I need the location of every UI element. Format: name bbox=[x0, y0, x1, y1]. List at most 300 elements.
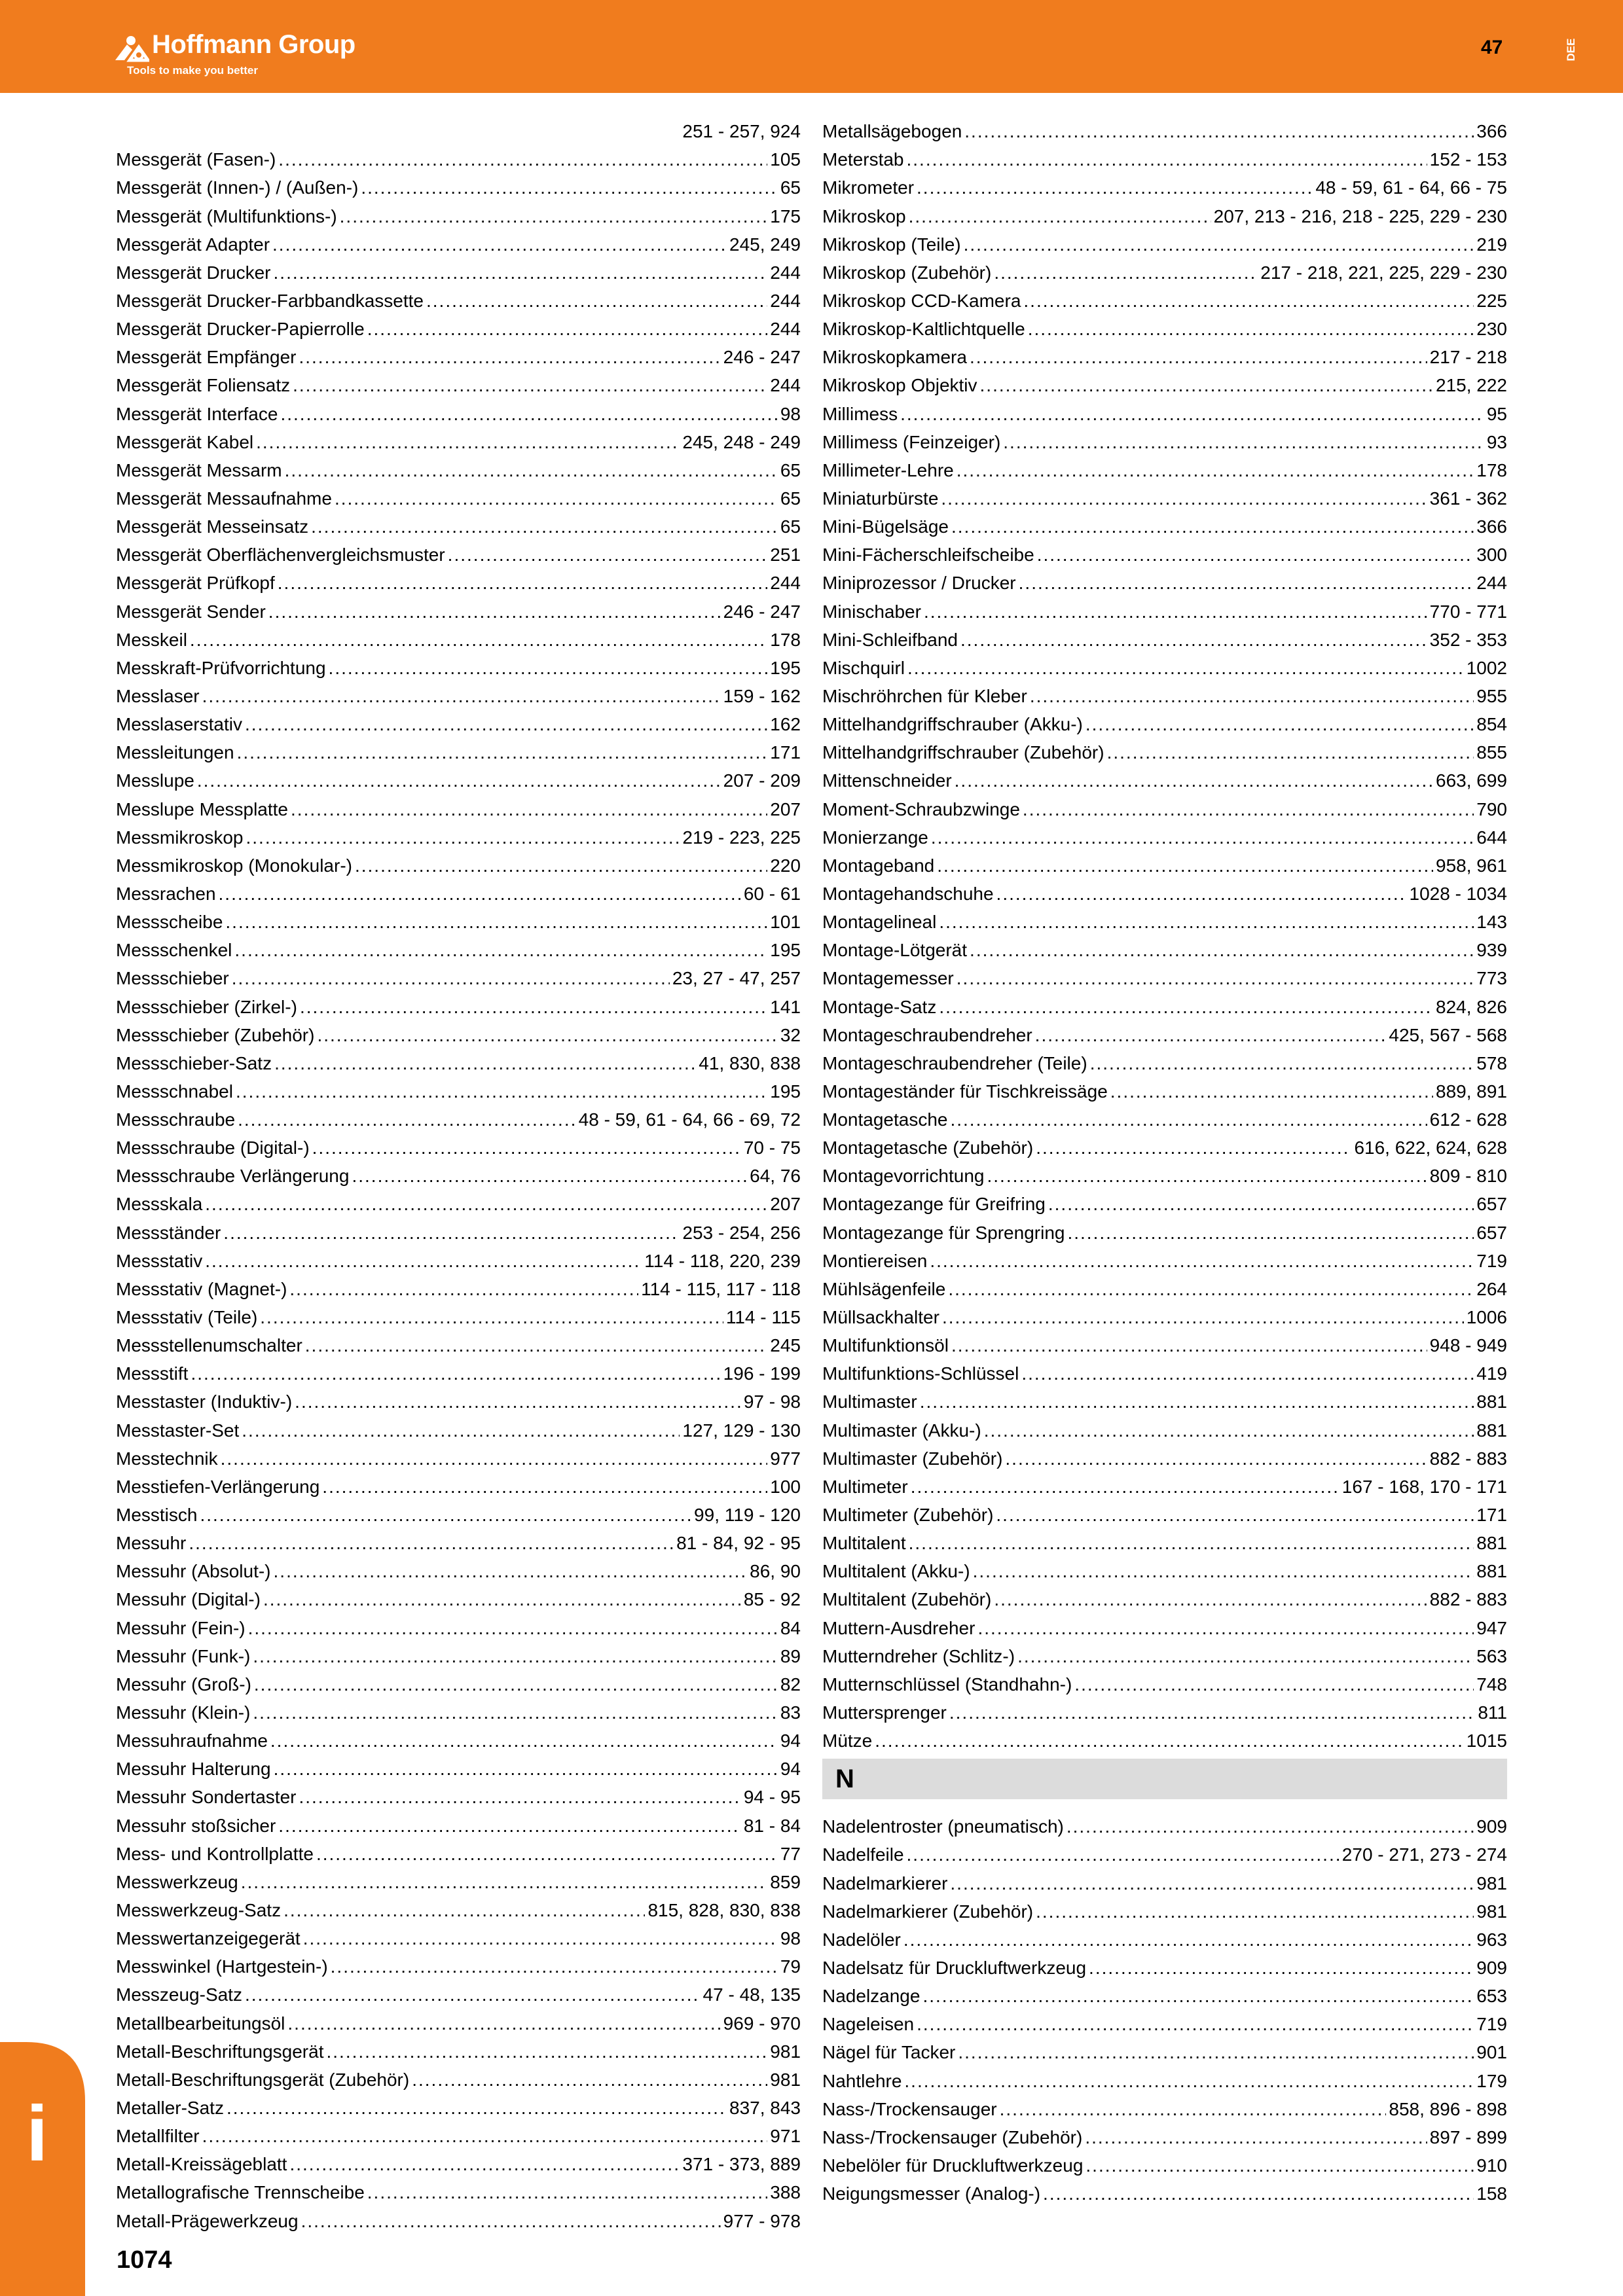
leader-dots bbox=[951, 1335, 1427, 1357]
index-pages: 196 - 199 bbox=[723, 1363, 801, 1384]
index-term: Mikroskop CCD-Kamera bbox=[822, 290, 1021, 311]
index-entry bbox=[116, 679, 801, 708]
index-term: Metall-Kreissägeblatt bbox=[116, 2154, 287, 2175]
leader-dots bbox=[1085, 713, 1474, 736]
index-entry bbox=[822, 2036, 1507, 2064]
index-pages: 859 bbox=[770, 1871, 801, 1892]
index-term: Messlaser bbox=[116, 685, 200, 706]
page-number: 1074 bbox=[117, 2246, 172, 2274]
index-entry bbox=[822, 594, 1507, 622]
leader-dots bbox=[272, 234, 727, 256]
index-pages: 790 bbox=[1476, 798, 1507, 819]
index-term: Messschieber (Zubehör) bbox=[116, 1024, 315, 1045]
index-entry bbox=[822, 1300, 1507, 1329]
index-entry bbox=[116, 2204, 801, 2232]
leader-dots bbox=[948, 1278, 1474, 1300]
index-pages: 158 bbox=[1476, 2183, 1507, 2204]
index-term: Messlupe bbox=[116, 770, 194, 791]
index-term: Messuhr (Digital-) bbox=[116, 1589, 261, 1610]
index-term: Montage-Satz bbox=[822, 996, 937, 1017]
index-pages: 910 bbox=[1476, 2155, 1507, 2176]
leader-dots bbox=[950, 1109, 1427, 1131]
leader-dots bbox=[909, 1532, 1474, 1554]
leader-dots bbox=[922, 1985, 1474, 2007]
leader-dots bbox=[191, 1363, 720, 1385]
index-pages: 770 - 771 bbox=[1429, 601, 1507, 622]
index-term: Nägel für Tacker bbox=[822, 2042, 956, 2063]
index-list-left bbox=[116, 143, 801, 2232]
index-entry bbox=[116, 961, 801, 990]
index-term: Miniaturbürste bbox=[822, 488, 939, 509]
index-term: Nadelöler bbox=[822, 1929, 901, 1950]
index-pages: 425, 567 - 568 bbox=[1389, 1024, 1507, 1045]
index-term: Messgerät (Multifunktions-) bbox=[116, 206, 337, 226]
leader-dots bbox=[305, 1335, 768, 1357]
index-term: Montageständer für Tischkreissäge bbox=[822, 1081, 1108, 1102]
leader-dots bbox=[331, 1956, 778, 1978]
leader-dots bbox=[939, 911, 1474, 933]
leader-dots bbox=[202, 685, 721, 708]
index-pages: 244 bbox=[1476, 573, 1507, 594]
index-term: Multifunktionsöl bbox=[822, 1335, 949, 1356]
index-pages: 270 - 271, 273 - 274 bbox=[1341, 1844, 1507, 1865]
index-pages: 881 bbox=[1476, 1561, 1507, 1582]
index-entry bbox=[116, 708, 801, 736]
index-term: Messuhr Halterung bbox=[116, 1759, 271, 1780]
leader-dots bbox=[253, 1645, 777, 1668]
leader-dots bbox=[355, 855, 767, 877]
leader-dots bbox=[1107, 742, 1474, 764]
index-term: Millimeter-Lehre bbox=[822, 459, 954, 480]
index-entry bbox=[822, 228, 1507, 256]
index-pages: 245 bbox=[770, 1335, 801, 1356]
index-entry bbox=[116, 1018, 801, 1047]
index-term: Multimaster (Zubehör) bbox=[822, 1448, 1003, 1469]
index-pages: 65 bbox=[780, 516, 801, 537]
index-term: Messstellenumschalter bbox=[116, 1335, 302, 1356]
leader-dots bbox=[268, 601, 721, 623]
index-entry bbox=[822, 1526, 1507, 1554]
index-entry bbox=[116, 397, 801, 425]
index-pages: 220 bbox=[770, 855, 801, 876]
leader-dots bbox=[1043, 2183, 1474, 2205]
index-entry bbox=[116, 1583, 801, 1611]
index-entry bbox=[822, 1611, 1507, 1639]
index-pages: 83 bbox=[780, 1702, 801, 1723]
index-pages: 114 - 115, 117 - 118 bbox=[641, 1278, 801, 1299]
index-column-left bbox=[116, 115, 801, 2233]
index-entry bbox=[822, 171, 1507, 199]
leader-dots bbox=[287, 2013, 720, 2035]
index-pages: 253 - 254, 256 bbox=[682, 1222, 801, 1243]
index-pages: 195 bbox=[770, 940, 801, 961]
index-term: Montagezange für Sprengring bbox=[822, 1222, 1065, 1243]
index-entry bbox=[822, 821, 1507, 849]
index-pages: 245, 248 - 249 bbox=[682, 431, 801, 452]
index-term: Messschieber (Zirkel-) bbox=[116, 996, 297, 1017]
index-pages: 563 bbox=[1476, 1645, 1507, 1666]
leader-dots bbox=[984, 1420, 1474, 1442]
index-pages: 981 bbox=[1476, 1901, 1507, 1922]
index-term: Messtaster-Set bbox=[116, 1420, 240, 1441]
index-pages: 244 bbox=[770, 319, 801, 340]
index-entry bbox=[116, 1950, 801, 1978]
index-entry bbox=[116, 482, 801, 510]
index-pages: 94 - 95 bbox=[743, 1787, 801, 1808]
index-term: Multitalent (Zubehör) bbox=[822, 1589, 992, 1610]
index-term: Messstativ bbox=[116, 1250, 203, 1271]
index-entry bbox=[822, 1895, 1507, 1923]
leader-dots bbox=[335, 488, 778, 510]
leader-dots bbox=[939, 996, 1433, 1018]
index-entry bbox=[116, 821, 801, 849]
index-term: Mittenschneider bbox=[822, 770, 952, 791]
leader-dots bbox=[1023, 798, 1474, 821]
leader-dots bbox=[937, 855, 1433, 877]
leader-dots bbox=[1089, 1957, 1474, 1979]
index-pages: 207, 213 - 216, 218 - 225, 229 - 230 bbox=[1213, 206, 1507, 226]
index-entry bbox=[116, 1724, 801, 1752]
index-entry bbox=[116, 1159, 801, 1187]
index-term: Messschraube bbox=[116, 1109, 236, 1130]
leader-dots bbox=[367, 2181, 768, 2204]
leader-dots bbox=[1090, 1052, 1474, 1075]
index-entry bbox=[116, 1554, 801, 1583]
index-entry bbox=[116, 792, 801, 820]
index-term: Metallfilter bbox=[116, 2126, 200, 2147]
index-term: Montagehandschuhe bbox=[822, 883, 994, 904]
leader-dots bbox=[202, 2125, 768, 2147]
index-term: Messgerät Drucker bbox=[116, 262, 271, 283]
index-pages: 207 bbox=[770, 798, 801, 819]
index-pages: 969 - 970 bbox=[723, 2013, 801, 2034]
index-term: Messgerät (Innen-) / (Außen-) bbox=[116, 177, 359, 198]
index-entry bbox=[116, 905, 801, 933]
index-pages: 981 bbox=[770, 2069, 801, 2090]
index-entry bbox=[822, 1810, 1507, 1838]
index-term: Metallsägebogen bbox=[822, 121, 962, 142]
leader-dots bbox=[1017, 1645, 1474, 1668]
index-term: Mühlsägenfeile bbox=[822, 1278, 946, 1299]
leader-dots bbox=[958, 2041, 1474, 2064]
index-entry bbox=[822, 1442, 1507, 1470]
index-entry bbox=[822, 1385, 1507, 1413]
leader-dots bbox=[200, 1504, 691, 1526]
leader-dots bbox=[295, 1391, 741, 1413]
index-term: Nebelöler für Druckluftwerkzeug bbox=[822, 2155, 1084, 2176]
index-entry bbox=[822, 1470, 1507, 1498]
index-term: Montagetasche bbox=[822, 1109, 948, 1130]
index-entry bbox=[822, 425, 1507, 454]
index-pages: 93 bbox=[1486, 431, 1507, 452]
leader-dots bbox=[221, 1448, 768, 1470]
index-term: Messmikroskop (Monokular-) bbox=[116, 855, 352, 876]
leader-dots bbox=[973, 1560, 1474, 1583]
leader-dots bbox=[1021, 1363, 1474, 1385]
index-pages: 1015 bbox=[1466, 1731, 1507, 1751]
index-term: Nadelzange bbox=[822, 1986, 921, 2007]
index-term: Mütze bbox=[822, 1731, 873, 1751]
index-entry bbox=[822, 284, 1507, 312]
leader-dots bbox=[920, 1391, 1474, 1413]
index-term: Metallografische Trennscheibe bbox=[116, 2182, 365, 2203]
index-pages: 159 - 162 bbox=[723, 685, 801, 706]
index-entry bbox=[116, 1413, 801, 1441]
index-entry bbox=[116, 171, 801, 199]
index-term: Multifunktions-Schlüssel bbox=[822, 1363, 1019, 1384]
index-term: Messgerät Oberflächenvergleichsmuster bbox=[116, 545, 445, 565]
index-entry bbox=[116, 538, 801, 566]
index-term: Mischquirl bbox=[822, 657, 905, 678]
leader-dots bbox=[238, 1109, 576, 1131]
index-pages: 65 bbox=[780, 177, 801, 198]
index-pages: 162 bbox=[770, 714, 801, 735]
index-term: Messscheibe bbox=[116, 912, 223, 933]
index-term: Montageband bbox=[822, 855, 935, 876]
index-entry bbox=[822, 1668, 1507, 1696]
index-term: Montageschraubendreher bbox=[822, 1024, 1032, 1045]
index-entry bbox=[116, 228, 801, 256]
index-term: Metall-Beschriftungsgerät (Zubehör) bbox=[116, 2069, 410, 2090]
index-term: Nadelmarkierer bbox=[822, 1873, 948, 1893]
leader-dots bbox=[278, 572, 768, 594]
index-pages: 657 bbox=[1476, 1222, 1507, 1243]
leader-dots bbox=[930, 1250, 1474, 1272]
leader-dots bbox=[964, 120, 1474, 143]
leader-dots bbox=[283, 1899, 645, 1922]
index-entry bbox=[822, 1838, 1507, 1866]
index-entry bbox=[116, 1272, 801, 1300]
index-pages: 251 bbox=[770, 545, 801, 565]
leader-dots bbox=[256, 431, 680, 454]
leader-dots bbox=[1030, 685, 1474, 708]
index-entry bbox=[822, 623, 1507, 651]
index-entry bbox=[822, 1583, 1507, 1611]
index-entry bbox=[822, 1923, 1507, 1951]
leader-dots bbox=[227, 2097, 727, 2119]
index-entry bbox=[116, 1131, 801, 1159]
leader-dots bbox=[941, 488, 1427, 510]
index-term: Messgerät Sender bbox=[116, 601, 266, 622]
index-term: Montagevorrichtung bbox=[822, 1166, 985, 1187]
index-term: Mikroskop (Zubehör) bbox=[822, 262, 992, 283]
leader-dots bbox=[219, 883, 741, 905]
index-pages: 963 bbox=[1476, 1929, 1507, 1950]
leader-dots bbox=[237, 742, 768, 764]
leader-dots bbox=[242, 1420, 680, 1442]
index-term: Messtaster (Induktiv-) bbox=[116, 1391, 293, 1412]
index-pages: 947 bbox=[1476, 1617, 1507, 1638]
leader-dots bbox=[996, 1504, 1474, 1526]
index-term: Mikroskop (Teile) bbox=[822, 234, 961, 255]
index-entry bbox=[822, 199, 1507, 227]
index-entry bbox=[116, 594, 801, 622]
index-term: Multimeter bbox=[822, 1476, 908, 1497]
index-term: Nadelsatz für Druckluftwerkzeug bbox=[822, 1958, 1087, 1978]
index-term: Mikrometer bbox=[822, 177, 915, 198]
index-term: Müllsackhalter bbox=[822, 1307, 939, 1328]
index-pages: 719 bbox=[1476, 2014, 1507, 2035]
leader-dots bbox=[1037, 544, 1474, 566]
leader-dots bbox=[1036, 1901, 1474, 1923]
index-entry bbox=[822, 454, 1507, 482]
index-entry bbox=[116, 2176, 801, 2204]
leader-dots bbox=[942, 1306, 1464, 1329]
leader-dots bbox=[190, 629, 767, 651]
leader-dots bbox=[1110, 1081, 1433, 1103]
index-pages: 79 bbox=[780, 1956, 801, 1977]
index-pages: 809 - 810 bbox=[1429, 1166, 1507, 1187]
leader-dots bbox=[254, 1674, 778, 1696]
index-entry bbox=[116, 1808, 801, 1837]
index-pages: 207 - 209 bbox=[723, 770, 801, 791]
index-pages: 99, 119 - 120 bbox=[694, 1505, 801, 1526]
leader-dots bbox=[278, 149, 767, 171]
leader-dots bbox=[303, 1928, 778, 1950]
brand-name: Hoffmann Group bbox=[152, 30, 356, 59]
index-term: Messgerät Drucker-Papierrolle bbox=[116, 319, 365, 340]
leader-dots bbox=[960, 629, 1427, 651]
index-entry bbox=[116, 1300, 801, 1329]
index-entry bbox=[822, 1554, 1507, 1583]
index-term: Messwerkzeug-Satz bbox=[116, 1900, 282, 1920]
leader-dots bbox=[274, 262, 768, 284]
index-entry bbox=[116, 1357, 801, 1385]
index-entry bbox=[116, 764, 801, 792]
index-term: Messuhr (Funk-) bbox=[116, 1645, 251, 1666]
page-number-top: 47 bbox=[1481, 37, 1503, 58]
index-pages: 152 - 153 bbox=[1429, 149, 1507, 170]
index-pages: 127, 129 - 130 bbox=[682, 1420, 801, 1441]
index-pages: 352 - 353 bbox=[1429, 629, 1507, 650]
index-entry bbox=[822, 736, 1507, 764]
leader-dots bbox=[994, 1588, 1427, 1611]
index-pages: 897 - 899 bbox=[1429, 2126, 1507, 2147]
leader-dots bbox=[340, 206, 768, 228]
index-term: Montagelineal bbox=[822, 912, 937, 933]
index-term: Messwinkel (Hartgestein-) bbox=[116, 1956, 328, 1977]
index-pages: 244 bbox=[770, 573, 801, 594]
index-term: Metaller-Satz bbox=[116, 2097, 224, 2118]
hoffmann-logo[interactable] bbox=[113, 29, 388, 81]
index-term: Minischaber bbox=[822, 601, 921, 622]
index-pages: 246 - 247 bbox=[723, 601, 801, 622]
index-list-right bbox=[822, 115, 1507, 1752]
index-pages: 837, 843 bbox=[729, 2097, 801, 2118]
index-term: Metall-Beschriftungsgerät bbox=[116, 2041, 324, 2062]
index-pages: 981 bbox=[770, 2041, 801, 2062]
index-entry bbox=[822, 679, 1507, 708]
index-pages: 719 bbox=[1476, 1250, 1507, 1271]
leader-dots bbox=[970, 939, 1474, 961]
index-pages: 958, 961 bbox=[1436, 855, 1507, 876]
leader-dots bbox=[300, 996, 767, 1018]
leader-dots bbox=[312, 1137, 741, 1159]
index-pages: 105 bbox=[770, 149, 801, 170]
index-pages: 419 bbox=[1476, 1363, 1507, 1384]
leader-dots bbox=[875, 1730, 1463, 1752]
index-entry bbox=[116, 623, 801, 651]
leader-dots bbox=[367, 318, 768, 340]
index-column-right bbox=[822, 115, 1507, 2205]
index-pages: 195 bbox=[770, 1081, 801, 1102]
index-entry bbox=[822, 2064, 1507, 2092]
index-pages: 217 - 218, 221, 225, 229 - 230 bbox=[1260, 262, 1507, 283]
index-pages: 97 - 98 bbox=[743, 1391, 801, 1412]
index-pages: 65 bbox=[780, 488, 801, 509]
index-term: Mutternschlüssel (Standhahn-) bbox=[822, 1674, 1072, 1695]
leader-dots bbox=[907, 1844, 1340, 1866]
index-term: Messleitungen bbox=[116, 742, 234, 763]
index-entry bbox=[822, 1187, 1507, 1215]
index-pages: 300 bbox=[1476, 545, 1507, 565]
index-pages: 98 bbox=[780, 403, 801, 424]
index-list-n bbox=[822, 1810, 1507, 2205]
index-pages: 175 bbox=[770, 206, 801, 226]
index-entry bbox=[822, 368, 1507, 397]
index-entry bbox=[116, 340, 801, 368]
leader-dots bbox=[1035, 1024, 1387, 1047]
index-term: Nadelmarkierer (Zubehör) bbox=[822, 1901, 1034, 1922]
index-entry bbox=[116, 1244, 801, 1272]
index-pages: 167 - 168, 170 - 171 bbox=[1341, 1476, 1507, 1497]
index-entry bbox=[116, 368, 801, 397]
index-pages: 82 bbox=[780, 1674, 801, 1695]
index-term: Nageleisen bbox=[822, 2014, 915, 2035]
leader-dots bbox=[970, 346, 1427, 368]
leader-dots bbox=[917, 177, 1313, 199]
index-pages: 909 bbox=[1476, 1816, 1507, 1837]
leader-dots bbox=[270, 1730, 778, 1752]
leader-dots bbox=[996, 883, 1407, 905]
index-term: Montagemesser bbox=[822, 968, 954, 989]
index-entry bbox=[116, 849, 801, 877]
index-term: Messtiefen-Verlängerung bbox=[116, 1476, 320, 1497]
index-term: Messkeil bbox=[116, 629, 187, 650]
index-pages: 171 bbox=[1476, 1505, 1507, 1526]
index-pages: 41, 830, 838 bbox=[699, 1052, 801, 1073]
leader-dots bbox=[280, 403, 777, 425]
index-pages: 245, 249 bbox=[729, 234, 801, 255]
leader-dots bbox=[994, 262, 1258, 284]
index-entry bbox=[116, 1329, 801, 1357]
index-term: Messskala bbox=[116, 1194, 203, 1215]
index-entry bbox=[822, 1724, 1507, 1752]
index-entry bbox=[116, 990, 801, 1018]
index-pages: 219 - 223, 225 bbox=[682, 827, 801, 848]
index-entry bbox=[822, 2149, 1507, 2177]
index-pages: 858, 896 - 898 bbox=[1389, 2098, 1507, 2119]
index-entry bbox=[822, 1159, 1507, 1187]
index-term: Messständer bbox=[116, 1222, 221, 1243]
index-entry bbox=[822, 1215, 1507, 1244]
leader-dots bbox=[1003, 431, 1484, 454]
leader-dots bbox=[232, 967, 670, 990]
leader-dots bbox=[957, 459, 1474, 482]
header-bar bbox=[0, 0, 1623, 93]
index-entry bbox=[116, 2147, 801, 2176]
index-pages: 179 bbox=[1476, 2070, 1507, 2091]
leader-dots bbox=[448, 544, 768, 566]
index-pages: 855 bbox=[1476, 742, 1507, 763]
index-pages: 65 bbox=[780, 459, 801, 480]
index-term: Messschraube Verlängerung bbox=[116, 1166, 350, 1187]
leader-dots bbox=[225, 911, 767, 933]
index-entry bbox=[822, 1640, 1507, 1668]
index-entry bbox=[822, 764, 1507, 792]
index-term: Monierzange bbox=[822, 827, 928, 848]
index-term: Messgerät Drucker-Farbbandkassette bbox=[116, 290, 424, 311]
